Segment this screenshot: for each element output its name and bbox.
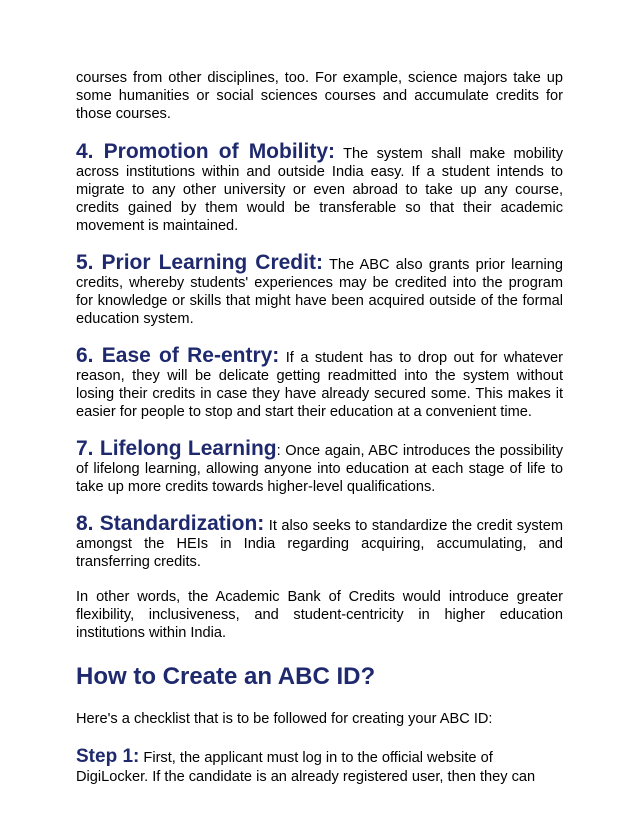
- intro-paragraph: courses from other disciplines, too. For example, science majors take up some humanities or social sciences courses and accumulate credits for those courses.: [76, 70, 563, 122]
- step-body: First, the applicant must log in to the official website of DigiLocker. If the candidate is an already registered user, then they can: [76, 750, 536, 785]
- section-prior-learning-credit: [76, 252, 563, 328]
- abc-id-heading: How to Create an ABC ID?: [76, 663, 376, 690]
- section-heading: 7. Lifelong Learning: [76, 437, 277, 460]
- step-1: [76, 746, 563, 786]
- closing-paragraph: In other words, the Academic Bank of Credits would introduce greater flexibility, inclusiveness, and student-centricity in higher education institutions within India.: [76, 589, 563, 641]
- section-lifelong-learning: [76, 438, 563, 496]
- section-standardization: [76, 513, 563, 571]
- section-body: The system shall make mobility across institutions within and outside India easy. If a student intends to migrate to any other university or even abroad to take up any course, credits gained by them would be transferable so that their academic movement is maintained.: [76, 146, 563, 234]
- section-heading: 6. Ease of Re-entry:: [76, 344, 280, 367]
- section-body: The ABC also grants prior learning credits, whereby students' experiences may be credited into the program for knowledge or skills that might have been acquired outside of the formal education system.: [76, 257, 564, 327]
- section-heading: 4. Promotion of Mobility:: [76, 140, 336, 163]
- section-heading: 5. Prior Learning Credit:: [76, 251, 323, 274]
- section-ease-of-reentry: [76, 345, 563, 421]
- checklist-intro: Here's a checklist that is to be followed for creating your ABC ID:: [76, 711, 493, 727]
- section-body: : Once again, ABC introduces the possibility of lifelong learning, allowing anyone into education at each stage of life to take up more credits towards higher-level qualifications.: [76, 443, 563, 495]
- section-heading: 8. Standardization:: [76, 512, 265, 535]
- section-body: It also seeks to standardize the credit system amongst the HEIs in India regarding acquiring, accumulating, and transferring credits.: [76, 518, 563, 570]
- section-promotion-of-mobility: [76, 141, 563, 235]
- section-body: If a student has to drop out for whatever reason, they will be delicate getting readmitted into the system without losing their credits in case they have already secured some. This makes it easier for people to stop and start their education at a convenient time.: [76, 350, 563, 420]
- step-heading: Step 1:: [76, 746, 140, 767]
